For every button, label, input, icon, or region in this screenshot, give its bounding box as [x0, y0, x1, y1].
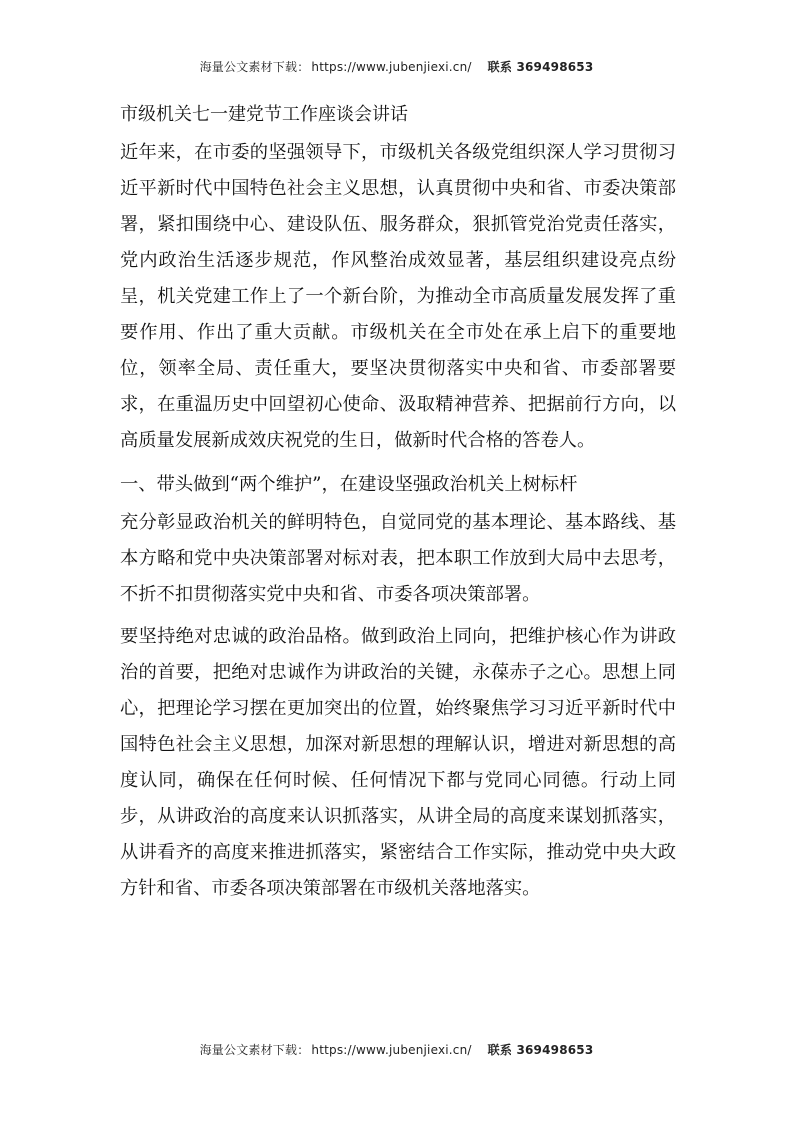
intro-paragraph: 近年来，在市委的坚强领导下，市级机关各级党组织深人学习贯彻习近平新时代中国特色社会主义思想，认真贯彻中央和省、市委决策部署，紧扣围绕中心、建设队伍、服务群众，狠抓管党治党责任落实，党内政治生活逐步规范，作风整治成效显著，基层组织建设亮点纷呈，机关党建工作上了一个新台阶，为推动全市高质量发展发挥了重要作用、作出了重大贡献。市级机关在全市处在承上启下的重要地位，领率全局、责任重大，要坚决贯彻落实中央和省、市委部署要求，在重温历史中回望初心使命、汲取精神营养、把据前行方向，以高质量发展新成效庆祝党的生日，做新时代合格的答卷人。: [120, 142, 676, 451]
header-url-link[interactable]: https://www.jubenjiexi.cn/: [311, 60, 472, 74]
document-title: 市级机关七一建党节工作座谈会讲话: [120, 104, 408, 125]
section-1-paragraph-1: 充分彰显政治机关的鲜明特色，自觉同党的基本理论、基本路线、基本方略和党中央决策部署对标对表，把本职工作放到大局中去思考，不折不扣贯彻落实党中央和省、市委各项决策部署。: [120, 512, 676, 605]
footer-contact: 联系 369498653: [487, 1043, 594, 1057]
header-contact: 联系 369498653: [487, 60, 594, 74]
section-1-heading: 一、带头做到“两个维护”，在建设坚强政治机关上树标杆: [120, 474, 578, 495]
footer-label: 海量公文素材下载：: [199, 1043, 310, 1057]
document-body: [120, 95, 676, 913]
footer-url-link[interactable]: https://www.jubenjiexi.cn/: [311, 1043, 472, 1057]
section-1-paragraph-2: 要坚持绝对忠诚的政治品格。做到政治上同向，把维护核心作为讲政治的首要，把绝对忠诚作为讲政治的关键，永葆赤子之心。思想上同心，把理论学习摆在更加突出的位置，始终聚焦学习习近平新时代中国特色社会主义思想，加深对新思想的理解认识，增进对新思想的高度认同，确保在任何时候、任何情况下都与党同心同德。行动上同步，从讲政治的高度来认识抓落实，从讲全局的高度来谋划抓落实，从讲看齐的高度来推进抓落实，紧密结合工作实际，推动党中央大政方针和省、市委各项决策部署在市级机关落地落实。: [120, 626, 676, 899]
page-footer: [0, 1041, 793, 1058]
header-label: 海量公文素材下载：: [199, 60, 310, 74]
page-header: [0, 58, 793, 75]
